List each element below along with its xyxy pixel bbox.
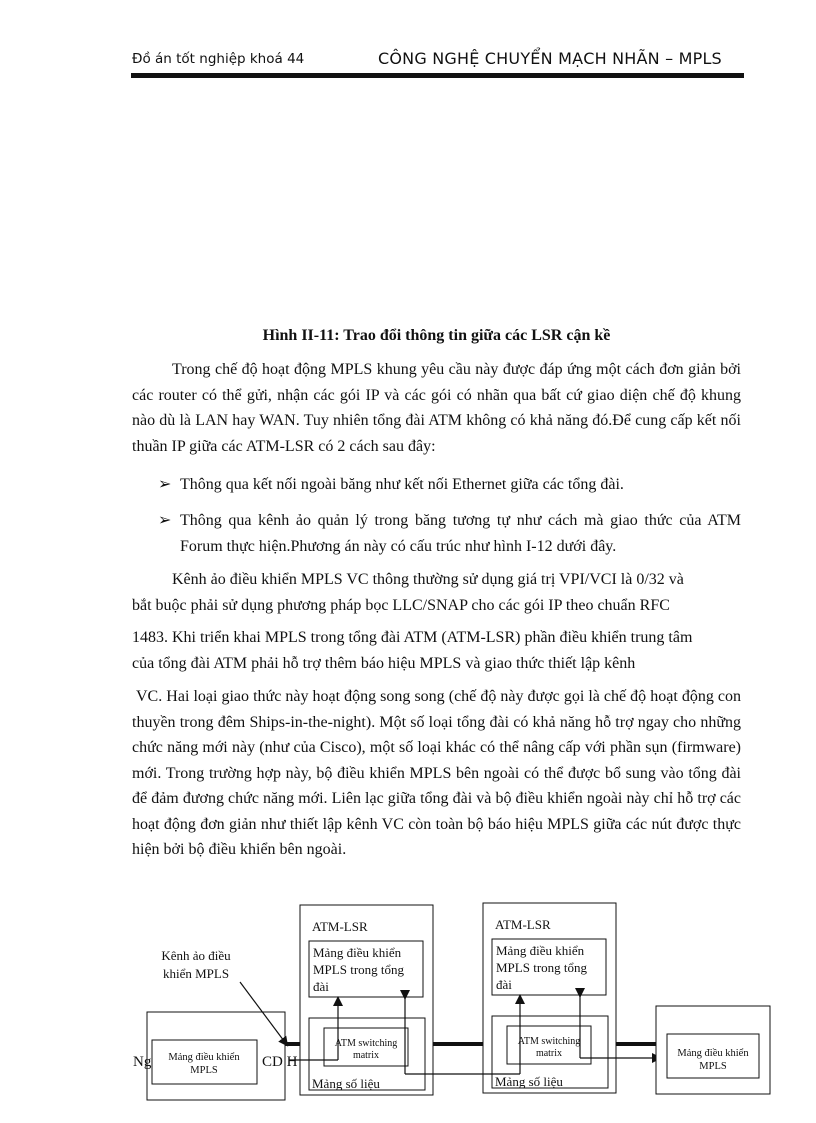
atm-lsr-1-data-label: Mảng số liệu — [312, 1076, 380, 1091]
atm-lsr-1-control-1: Mảng điều khiển — [313, 945, 402, 960]
paragraph-2-line-1: Kênh ảo điều khiển MPLS VC thông thường sử dụng giá trị VPI/VCI là 0/32 và — [172, 571, 684, 588]
paragraph-2-line-2: bắt buộc phải sử dụng phương pháp bọc LLC/SNAP cho các gói IP theo chuẩn RFC — [132, 597, 670, 614]
atm-lsr-2-data-label: Mảng số liệu — [495, 1074, 563, 1089]
paragraph-3-line-1: 1483. Khi triển khai MPLS trong tổng đài ATM (ATM-LSR) phần điều khiển trung tâm — [132, 629, 693, 646]
atm-lsr-1-switch-1: ATM switching — [334, 1038, 398, 1049]
bullet-text-2: Thông qua kênh ảo quản lý trong băng tương tự như cách mà giao thức của ATM Forum thực hiện.Phương án này có cấu trúc như hình I-12 dưới đây. — [180, 512, 741, 555]
atm-lsr-1-control-3: đài — [313, 979, 329, 994]
vc-label-2: khiển MPLS — [162, 966, 230, 981]
atm-lsr-1-title: ATM-LSR — [312, 919, 368, 934]
figure-caption: Hình II-11: Trao đổi thông tin giữa các LSR cận kề — [262, 327, 611, 344]
right-controller-label-1: Mảng điều khiển — [677, 1048, 749, 1059]
atm-lsr-2-switch-1: ATM switching — [517, 1036, 581, 1047]
bullet-marker-icon: ➢ — [158, 512, 172, 529]
left-controller-label-2: MPLS — [190, 1065, 218, 1076]
right-controller-label-2: MPLS — [699, 1061, 727, 1072]
header-title: CÔNG NGHỆ CHUYỂN MẠCH NHÃN – MPLS — [378, 49, 722, 68]
paragraph-3-line-2: của tổng đài ATM phải hỗ trợ thêm báo hiệu MPLS và giao thức thiết lập kênh — [132, 655, 636, 672]
footer-fragment-mid: CD H — [262, 1054, 298, 1070]
atm-lsr-2-control-2: MPLS trong tổng — [496, 960, 588, 975]
left-controller-label-1: Mảng điều khiển — [168, 1052, 240, 1063]
header-left: Đồ án tốt nghiệp khoá 44 — [132, 51, 305, 67]
paragraph-1: Trong chế độ hoạt động MPLS khung yêu cầu này được đáp ứng một cách đơn giản bởi các router có thể gửi, nhận các gói IP và các gói có nhãn qua bất cứ giao diện chế độ khung nào dù là LAN hay WAN. Tuy nhiên tổng đài ATM không có khả năng đó.Để cung cấp kết nối thuần IP giữa các ATM-LSR có 2 cách sau đây: — [132, 361, 741, 455]
paragraph-4: VC. Hai loại giao thức này hoạt động song song (chế độ này được gọi là chế độ hoạt động con thuyền trong đêm Ships-in-the-night). Một số loại tổng đài có khả năng hỗ trợ ngay cho những chức năng mới này (như của Cisco), một số loại khác có thể nâng cấp với phần sụn (firmware) mới. Trong trường hợp này, bộ điều khiển MPLS bên ngoài có thể được bổ sung vào tổng đài để đảm đương chức năng mới. Liên lạc giữa tổng đài và bộ điều khiển ngoài này chỉ hỗ trợ các hoạt động đơn giản như thiết lập kênh VC còn toàn bộ báo hiệu MPLS giữa các nút được thực hiện bởi bộ điều khiển bên ngoài. — [132, 688, 741, 858]
atm-lsr-2-control-3: đài — [496, 977, 512, 992]
atm-lsr-1-control-2: MPLS trong tổng — [313, 962, 405, 977]
vc-label-1: Kênh ảo điều — [161, 948, 231, 963]
bullet-marker-icon: ➢ — [158, 476, 172, 493]
atm-lsr-2-title: ATM-LSR — [495, 917, 551, 932]
atm-lsr-1-switch-2: matrix — [352, 1050, 380, 1061]
atm-lsr-2-control-1: Mảng điều khiển — [496, 943, 585, 958]
atm-lsr-2-switch-2: matrix — [535, 1048, 563, 1059]
bullet-text-1: Thông qua kết nối ngoài băng như kết nối Ethernet giữa các tổng đài. — [180, 476, 624, 493]
footer-fragment-left: Ng — [133, 1054, 152, 1070]
